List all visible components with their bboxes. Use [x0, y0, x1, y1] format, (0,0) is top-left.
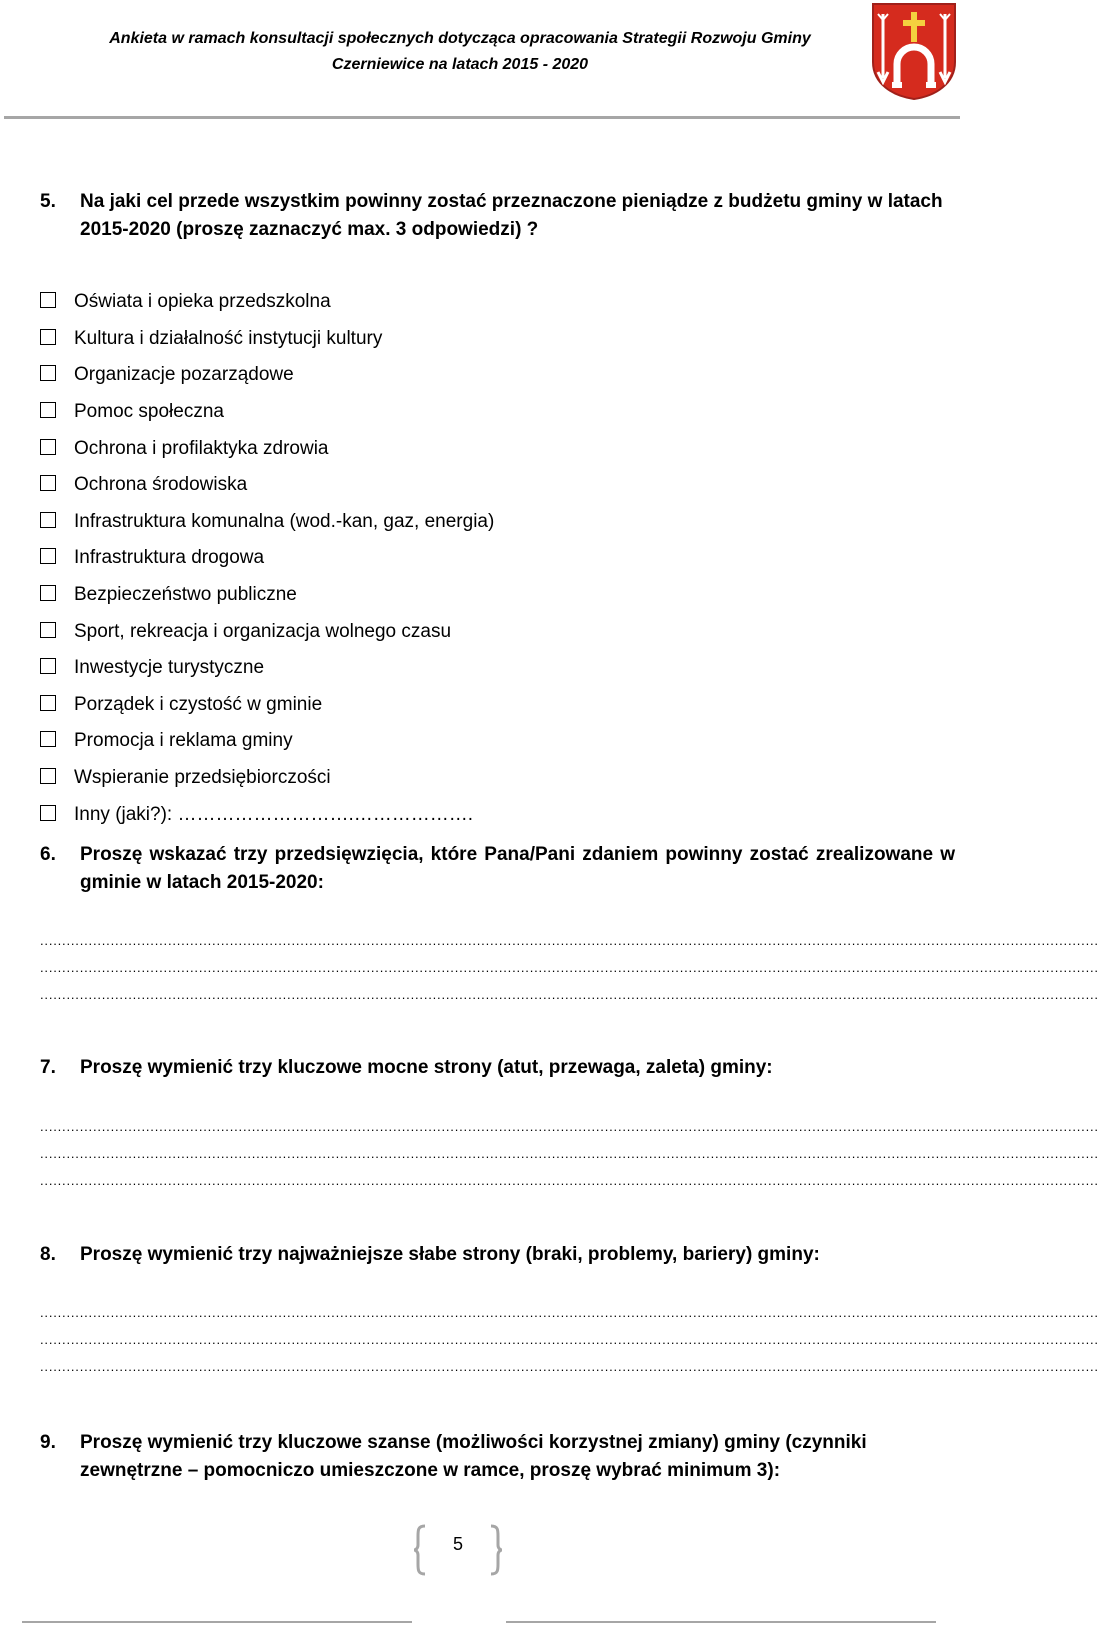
- option-label: Sport, rekreacja i organizacja wolnego czasu: [74, 620, 452, 642]
- checkbox[interactable]: [40, 658, 56, 674]
- checkbox[interactable]: [40, 731, 56, 747]
- question-text: Proszę wymienić trzy kluczowe szanse (możliwości korzystnej zmiany) gminy (czynniki zewnętrzne – pomocniczo umieszczone w ramce, proszę wybrać minimum 3):: [80, 1432, 867, 1481]
- answer-line[interactable]: ................................................................................................................................................................................................................................................: [40, 1305, 1099, 1320]
- option-organizacje[interactable]: [40, 357, 494, 394]
- question-number: 5.: [40, 191, 56, 212]
- question-number: 7.: [40, 1057, 56, 1078]
- question-5: [40, 188, 955, 244]
- option-label: Promocja i reklama gminy: [74, 730, 293, 752]
- checkbox[interactable]: [40, 402, 56, 418]
- header-divider: [4, 116, 960, 119]
- answer-line[interactable]: ................................................................................................................................................................................................................................................: [40, 1359, 1099, 1374]
- checkbox[interactable]: [40, 585, 56, 601]
- header-title-line-1: Ankieta w ramach konsultacji społecznych dotycząca opracowania Strategii Rozwoju Gminy: [109, 30, 811, 47]
- option-infrastruktura-drogowa[interactable]: [40, 540, 494, 577]
- option-porzadek[interactable]: [40, 687, 494, 724]
- footer-divider-left: [22, 1621, 412, 1623]
- question-text: Proszę wymienić trzy najważniejsze słabe strony (braki, problemy, bariery) gminy:: [80, 1244, 820, 1265]
- question-number: 8.: [40, 1244, 56, 1265]
- question-6: [40, 841, 955, 897]
- option-label: Porządek i czystość w gminie: [74, 693, 323, 715]
- page-number: 5: [452, 1534, 463, 1554]
- option-kultura[interactable]: [40, 321, 494, 358]
- answer-line[interactable]: ................................................................................................................................................................................................................................................: [40, 1173, 1099, 1188]
- option-label: Inwestycje turystyczne: [74, 657, 265, 679]
- checkbox[interactable]: [40, 768, 56, 784]
- option-zdrowie[interactable]: [40, 430, 494, 467]
- option-oswiata[interactable]: [40, 284, 494, 321]
- question-9: [40, 1429, 955, 1485]
- checkbox[interactable]: [40, 292, 56, 308]
- checkbox[interactable]: [40, 548, 56, 564]
- answer-line[interactable]: ................................................................................................................................................................................................................................................: [40, 1119, 1099, 1134]
- option-label: Ochrona środowiska: [74, 474, 248, 496]
- option-inny[interactable]: [40, 796, 494, 833]
- checkbox[interactable]: [40, 439, 56, 455]
- option-srodowisko[interactable]: [40, 467, 494, 504]
- answer-line[interactable]: ................................................................................................................................................................................................................................................: [40, 1332, 1099, 1347]
- answer-line[interactable]: ................................................................................................................................................................................................................................................: [40, 960, 1099, 975]
- option-label: Ochrona i profilaktyka zdrowia: [74, 437, 329, 459]
- question-number: 9.: [40, 1432, 56, 1453]
- option-label: Oświata i opieka przedszkolna: [74, 291, 331, 313]
- checkbox[interactable]: [40, 329, 56, 345]
- left-brace-icon: [412, 1524, 428, 1576]
- question-text: Na jaki cel przede wszystkim powinny zostać przeznaczone pieniądze z budżetu gminy w latach 2015-2020 (proszę zaznaczyć max. 3 odpowiedzi) ?: [80, 191, 943, 240]
- option-infrastruktura-komunalna[interactable]: [40, 504, 494, 541]
- gmina-crest-icon: [869, 2, 959, 100]
- option-promocja[interactable]: [40, 723, 494, 760]
- option-label: Infrastruktura komunalna (wod.-kan, gaz, energia): [74, 510, 495, 532]
- option-sport[interactable]: [40, 613, 494, 650]
- option-inwestycje[interactable]: [40, 650, 494, 687]
- question-5-options: [40, 284, 494, 833]
- option-bezpieczenstwo[interactable]: [40, 577, 494, 614]
- option-label: Kultura i działalność instytucji kultury: [74, 327, 383, 349]
- question-text: Proszę wskazać trzy przedsięwzięcia, które Pana/Pani zdaniem powinny zostać zrealizowane w gminie w latach 2015-2020:: [80, 844, 955, 893]
- option-label: Inny (jaki?): ……………………….……………….: [74, 803, 474, 825]
- answer-line[interactable]: ................................................................................................................................................................................................................................................: [40, 933, 1099, 948]
- right-brace-icon: [488, 1524, 504, 1576]
- checkbox[interactable]: [40, 805, 56, 821]
- question-8: [40, 1241, 955, 1269]
- checkbox[interactable]: [40, 475, 56, 491]
- header-title-line-2: Czerniewice na latach 2015 - 2020: [331, 56, 589, 73]
- checkbox[interactable]: [40, 512, 56, 528]
- checkbox[interactable]: [40, 622, 56, 638]
- question-number: 6.: [40, 844, 56, 865]
- answer-line[interactable]: ................................................................................................................................................................................................................................................: [40, 987, 1099, 1002]
- question-text: Proszę wymienić trzy kluczowe mocne strony (atut, przewaga, zaleta) gminy:: [80, 1057, 773, 1078]
- checkbox[interactable]: [40, 695, 56, 711]
- checkbox[interactable]: [40, 365, 56, 381]
- question-7: [40, 1054, 955, 1082]
- option-przedsiebiorczosc[interactable]: [40, 760, 494, 797]
- option-label: Organizacje pozarządowe: [74, 364, 294, 386]
- footer-divider-right: [506, 1621, 936, 1623]
- option-pomoc[interactable]: [40, 394, 494, 431]
- answer-line[interactable]: ................................................................................................................................................................................................................................................: [40, 1146, 1099, 1161]
- option-label: Bezpieczeństwo publiczne: [74, 584, 297, 606]
- option-label: Pomoc społeczna: [74, 401, 224, 423]
- option-label: Wspieranie przedsiębiorczości: [74, 767, 331, 789]
- option-label: Infrastruktura drogowa: [74, 547, 265, 569]
